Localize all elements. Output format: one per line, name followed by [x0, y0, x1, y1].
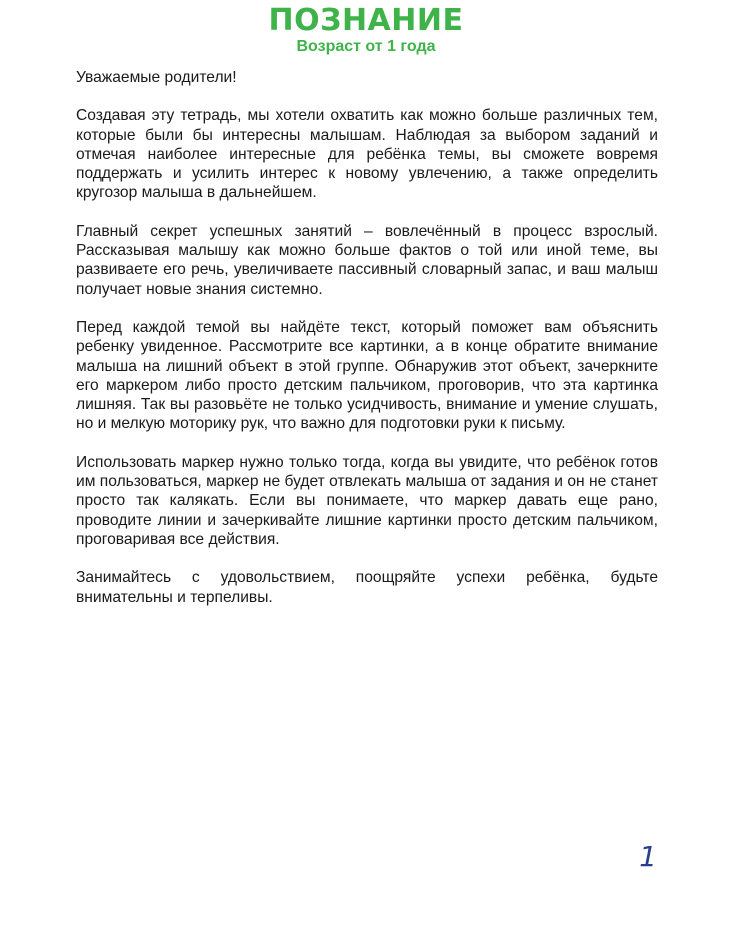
age-subtitle: Возраст от 1 года — [296, 38, 436, 55]
paragraph-5: Занимайтесь с удовольствием, поощряйте успехи ребёнка, будьте внимательны и терпеливы. — [76, 569, 658, 606]
paragraph-3: Перед каждой темой вы найдёте текст, который поможет вам объяснить ребенку увиденное. Рассмотрите все картинки, а в конце обратите внимание малыша на лишний объект в этой группе. Обнаружив этот объект, зачеркните его маркером либо просто детским пальчиком, проговорив, что эта картинка лишняя. Так вы разовьёте не только усидчивость, внимание и умение слушать, но и мелкую моторику рук, что важно для подготовки руки к письму. — [76, 318, 658, 433]
paragraph-1: Создавая эту тетрадь, мы хотели охватить как можно больше различных тем, которые были бы интересны малышам. Наблюдая за выбором заданий и отмечая наиболее интересные для ребёнка темы, вы сможете вовремя поддержать и усилить интерес к новому увлечению, а также определить кругозор малыша в дальнейшем. — [76, 107, 658, 202]
letter-body — [76, 68, 658, 626]
greeting: Уважаемые родители! — [76, 69, 237, 86]
page-number: 1 — [639, 840, 657, 873]
paragraph-4: Использовать маркер нужно только тогда, когда вы увидите, что ребёнок готов им пользоваться, маркер не будет отвлекать малыша от задания и он не станет просто так калякать. Если вы понимаете, что маркер давать еще рано, проводите линии и зачеркивайте лишние картинки просто детским пальчиком, проговаривая все действия. — [76, 453, 658, 548]
page-title: ПОЗНАНИЕ — [268, 3, 464, 38]
paragraph-2: Главный секрет успешных занятий – вовлечённый в процесс взрослый. Рассказывая малышу как можно больше фактов о той или иной теме, вы развиваете его речь, увеличиваете пассивный словарный запас, и ваш малыш получает новые знания системно. — [76, 222, 658, 298]
page-header — [0, 4, 732, 56]
